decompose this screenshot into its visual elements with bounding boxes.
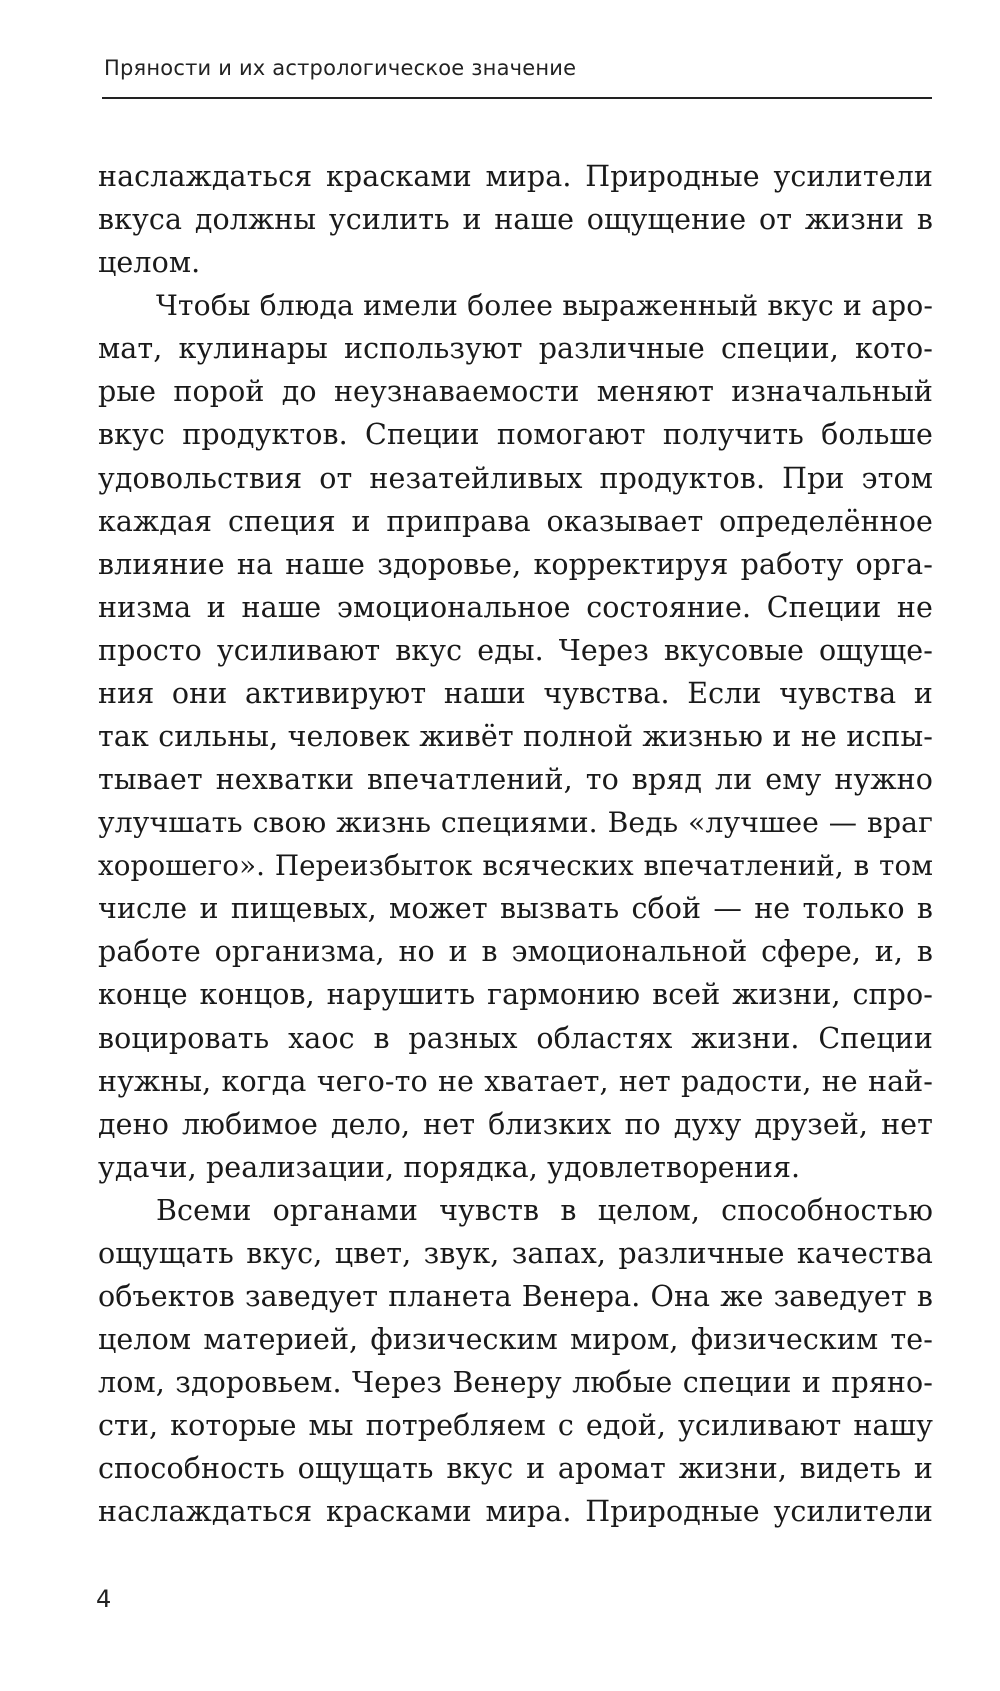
text-line: наслаждаться красками мира. Природные усилители — [98, 1495, 933, 1529]
text-line: нужны, когда чего-то не хватает, нет радости, не най- — [98, 1064, 933, 1098]
running-head-title: Пряности и их астрологическое значение — [104, 56, 577, 80]
text-line: воцировать хаос в разных областях жизни. Специи — [98, 1021, 933, 1055]
paragraph-first-line: Чтобы блюда имели более выраженный вкус и аро- — [156, 289, 933, 323]
text-line: улучшать свою жизнь специями. Ведь «лучшее — враг — [98, 806, 933, 840]
text-line: целом. — [98, 246, 201, 280]
header-rule — [102, 97, 932, 99]
text-line: объектов заведует планета Венера. Она же заведует в — [98, 1280, 933, 1314]
text-line: мат, кулинары используют различные специи, кото- — [98, 332, 933, 366]
text-line: каждая специя и приправа оказывает определённое — [98, 504, 933, 538]
page-number: 4 — [96, 1585, 112, 1613]
text-line: наслаждаться красками мира. Природные усилители — [98, 160, 933, 193]
text-line: тывает нехватки впечатлений, то вряд ли ему нужно — [98, 763, 933, 797]
text-line: ощущать вкус, цвет, звук, запах, различные качества — [98, 1236, 933, 1270]
text-line: конце концов, нарушить гармонию всей жизни, спро- — [98, 978, 933, 1012]
text-line: сти, которые мы потребляем с едой, усиливают нашу — [98, 1409, 933, 1443]
text-line: целом материей, физическим миром, физическим те- — [98, 1323, 933, 1357]
text-line: хорошего». Переизбыток всяческих впечатлений, в том — [98, 849, 933, 883]
text-line: удовольствия от незатейливых продуктов. При этом — [98, 461, 933, 495]
text-line: способность ощущать вкус и аромат жизни, видеть и — [98, 1452, 933, 1486]
text-line: работе организма, но и в эмоциональной сфере, и, в — [98, 935, 933, 969]
text-line: низма и наше эмоциональное состояние. Специи не — [98, 590, 933, 624]
text-line: ния они активируют наши чувства. Если чувства и — [98, 676, 933, 710]
text-line: дено любимое дело, нет близких по духу друзей, нет — [98, 1107, 933, 1141]
text-line: рые порой до неузнаваемости меняют изначальный — [98, 375, 933, 409]
paragraph-first-line: Всеми органами чувств в целом, способностью — [156, 1193, 933, 1227]
text-line: лом, здоровьем. Через Венеру любые специи и пряно- — [98, 1366, 933, 1400]
body-text — [98, 155, 933, 1534]
text-line: удачи, реализации, порядка, удовлетворения. — [98, 1150, 801, 1184]
text-line: так сильны, человек живёт полной жизнью и не испы- — [98, 720, 933, 754]
text-line: влияние на наше здоровье, корректируя работу орга- — [98, 547, 933, 581]
text-line: вкус продуктов. Специи помогают получить больше — [98, 418, 933, 452]
text-line: просто усиливают вкус еды. Через вкусовые ощуще- — [98, 633, 933, 667]
text-line: вкуса должны усилить и наше ощущение от жизни в — [98, 203, 933, 237]
text-line: числе и пищевых, может вызвать сбой — не только в — [98, 892, 933, 926]
